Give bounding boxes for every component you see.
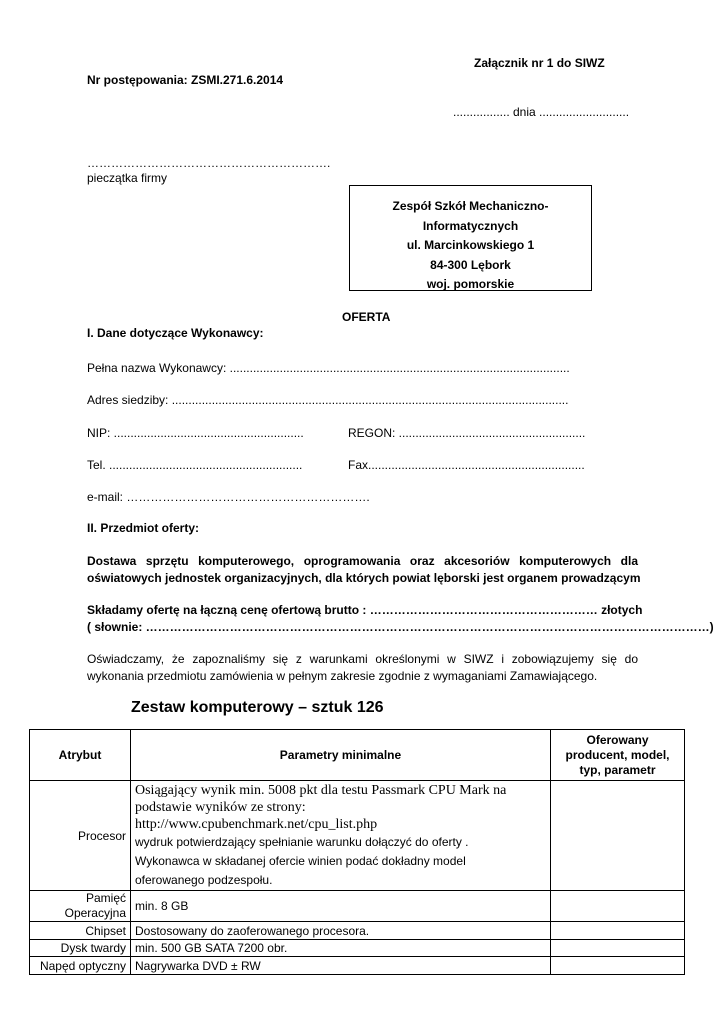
- price-in-words-line: ( słownie: ……………………………………………………………………………………………………………………………): [87, 620, 714, 634]
- recipient-line: Informatycznych: [422, 218, 519, 233]
- attr-cell: Procesor: [30, 781, 131, 891]
- section-contractor-heading: I. Dane dotyczące Wykonawcy:: [87, 326, 264, 340]
- proceeding-number: Nr postępowania: ZSMI.271.6.2014: [87, 73, 284, 87]
- email-field: e-mail: …………………………………………………….: [87, 490, 370, 504]
- attr-cell: Dysk twardy: [30, 940, 131, 957]
- header-offered: Oferowany producent, model, typ, parametr: [551, 730, 685, 781]
- header-params: Parametry minimalne: [131, 730, 551, 781]
- params-cell: min. 500 GB SATA 7200 obr.: [131, 940, 551, 957]
- price-line: Składamy ofertę na łączną cenę ofertową brutto : ………………………………………………… złotych: [87, 603, 643, 617]
- set-title: Zestaw komputerowy – sztuk 126: [131, 699, 384, 716]
- contractor-name-field: Pełna nazwa Wykonawcy: ......................................................................................................: [87, 361, 570, 375]
- cpu-param-line: http://www.cpubenchmark.net/cpu_list.php: [135, 817, 378, 832]
- recipient-line: woj. pomorskie: [426, 277, 515, 291]
- cpu-param-line: Wykonawca w składanej ofercie winien podać dokładny model: [135, 854, 466, 868]
- recipient-line: ul. Marcinkowskiego 1: [406, 238, 535, 252]
- offered-cell[interactable]: [551, 891, 685, 922]
- cpu-param-line: Osiągający wynik min. 5008 pkt dla testu Passmark CPU Mark na: [135, 783, 507, 798]
- params-cell: [131, 781, 551, 891]
- recipient-line: 84-300 Lębork: [430, 257, 511, 272]
- subject-line: oświatowych jednostek organizacyjnych, dla których powiat lęborski jest organem prowadzącym: [87, 571, 641, 585]
- params-cell: Nagrywarka DVD ± RW: [131, 957, 551, 975]
- offered-cell[interactable]: [551, 957, 685, 975]
- recipient-line: Zespół Szkół Mechaniczno-: [392, 199, 549, 213]
- offer-title: OFERTA: [342, 310, 391, 324]
- attr-cell: Pamięć Operacyjna: [30, 891, 131, 922]
- table-row: [30, 781, 685, 891]
- fax-field: Fax.................................................................: [348, 458, 585, 472]
- cpu-param-line: wydruk potwierdzający spełnianie warunku dołączyć do oferty .: [135, 835, 469, 849]
- subject-line: Dostawa sprzętu komputerowego, oprogramowania oraz akcesoriów komputerowych dla: [87, 554, 638, 568]
- table-header-row: [30, 730, 685, 781]
- table-row: [30, 957, 685, 975]
- params-cell: min. 8 GB: [131, 891, 551, 922]
- stamp-label: pieczątka firmy: [87, 171, 168, 185]
- declaration-line: wykonania przedmiotu zamówienia w pełnym zakresie zgodnie z wymaganiami Zamawiającego.: [87, 669, 598, 683]
- table-row: [30, 940, 685, 957]
- section-subject-heading: II. Przedmiot oferty:: [87, 521, 200, 535]
- table-row: [30, 891, 685, 922]
- declaration-line: Oświadczamy, że zapoznaliśmy się z warunkami określonymi w SIWZ i zobowiązujemy się do: [87, 652, 638, 666]
- offered-cell[interactable]: [551, 922, 685, 940]
- regon-field: REGON: ........................................................: [348, 426, 586, 440]
- header-attribute: Atrybut: [30, 730, 131, 781]
- table-row: [30, 922, 685, 940]
- offered-cell[interactable]: [551, 781, 685, 891]
- nip-field: NIP: .........................................................: [87, 426, 304, 440]
- contractor-address-field: Adres siedziby: .......................................................................................................................: [87, 393, 569, 407]
- attachment-label: Załącznik nr 1 do SIWZ: [474, 56, 605, 70]
- offered-cell[interactable]: [551, 940, 685, 957]
- attr-cell: Chipset: [30, 922, 131, 940]
- attr-cell: Napęd optyczny: [30, 957, 131, 975]
- params-cell: Dostosowany do zaoferowanego procesora.: [131, 922, 551, 940]
- recipient-address-box: [349, 185, 592, 291]
- spec-table: [29, 729, 685, 975]
- tel-field: Tel. ..........................................................: [87, 458, 303, 472]
- place-date-field: ................. dnia ...........................: [453, 105, 630, 119]
- cpu-param-line: podstawie wyników ze strony:: [135, 800, 306, 815]
- cpu-param-line: oferowanego podzespołu.: [135, 873, 273, 887]
- stamp-dots: …………………………………………………….: [87, 156, 331, 170]
